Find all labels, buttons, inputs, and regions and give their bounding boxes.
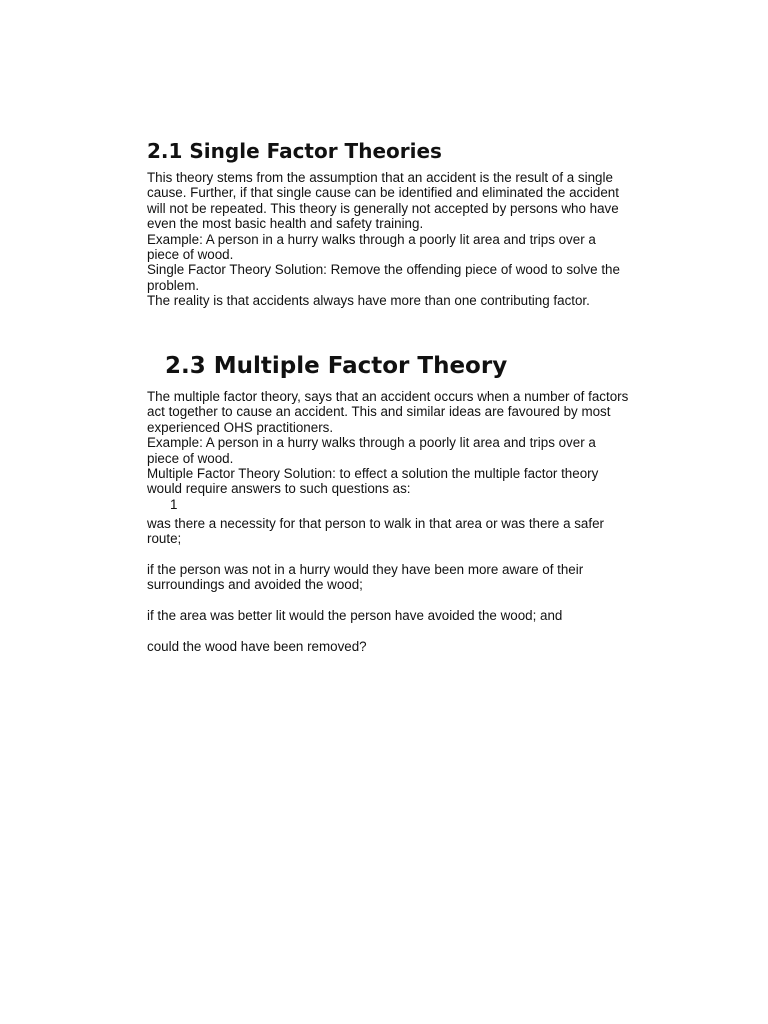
text-line: could the wood have been removed? [147, 639, 367, 654]
text-line: Multiple Factor Theory Solution: to effect a solution the multiple factor theory [147, 466, 599, 482]
text-line: even the most basic health and safety training. [147, 216, 424, 232]
section-heading-single-factor: 2.1 Single Factor Theories [147, 139, 442, 163]
single-factor-paragraph [147, 170, 667, 309]
text-line: if the person was not in a hurry would they have been more aware of their [147, 562, 584, 577]
text-line: piece of wood. [147, 450, 234, 466]
text-line: The reality is that accidents always have more than one contributing factor. [147, 293, 590, 309]
question-item [147, 562, 583, 593]
list-number-marker: 1 [170, 497, 178, 512]
question-item [147, 516, 604, 547]
multiple-factor-paragraph [147, 389, 667, 497]
question-item [147, 608, 562, 623]
text-line: problem. [147, 277, 200, 293]
text-line: The multiple factor theory, says that an accident occurs when a number of factors [147, 389, 629, 404]
text-line: surroundings and avoided the wood; [147, 577, 363, 593]
text-line: was there a necessity for that person to walk in that area or was there a safer [147, 516, 605, 531]
text-line: will not be repeated. This theory is generally not accepted by persons who have [147, 200, 619, 216]
section-heading-multiple-factor: 2.3 Multiple Factor Theory [165, 353, 508, 379]
text-line: route; [147, 531, 182, 547]
text-line: piece of wood. [147, 247, 234, 263]
text-line: would require answers to such questions as: [147, 481, 411, 497]
text-line: if the area was better lit would the person have avoided the wood; and [147, 608, 563, 623]
text-line: Example: A person in a hurry walks through a poorly lit area and trips over a [147, 435, 596, 451]
text-line: experienced OHS practitioners. [147, 419, 334, 435]
text-line: This theory stems from the assumption that an accident is the result of a single [147, 170, 613, 185]
text-line: act together to cause an accident. This and similar ideas are favoured by most [147, 404, 611, 420]
text-line: cause. Further, if that single cause can be identified and eliminated the accident [147, 185, 619, 201]
question-item [147, 639, 367, 654]
text-line: Example: A person in a hurry walks through a poorly lit area and trips over a [147, 231, 596, 247]
text-line: Single Factor Theory Solution: Remove the offending piece of wood to solve the [147, 262, 620, 278]
